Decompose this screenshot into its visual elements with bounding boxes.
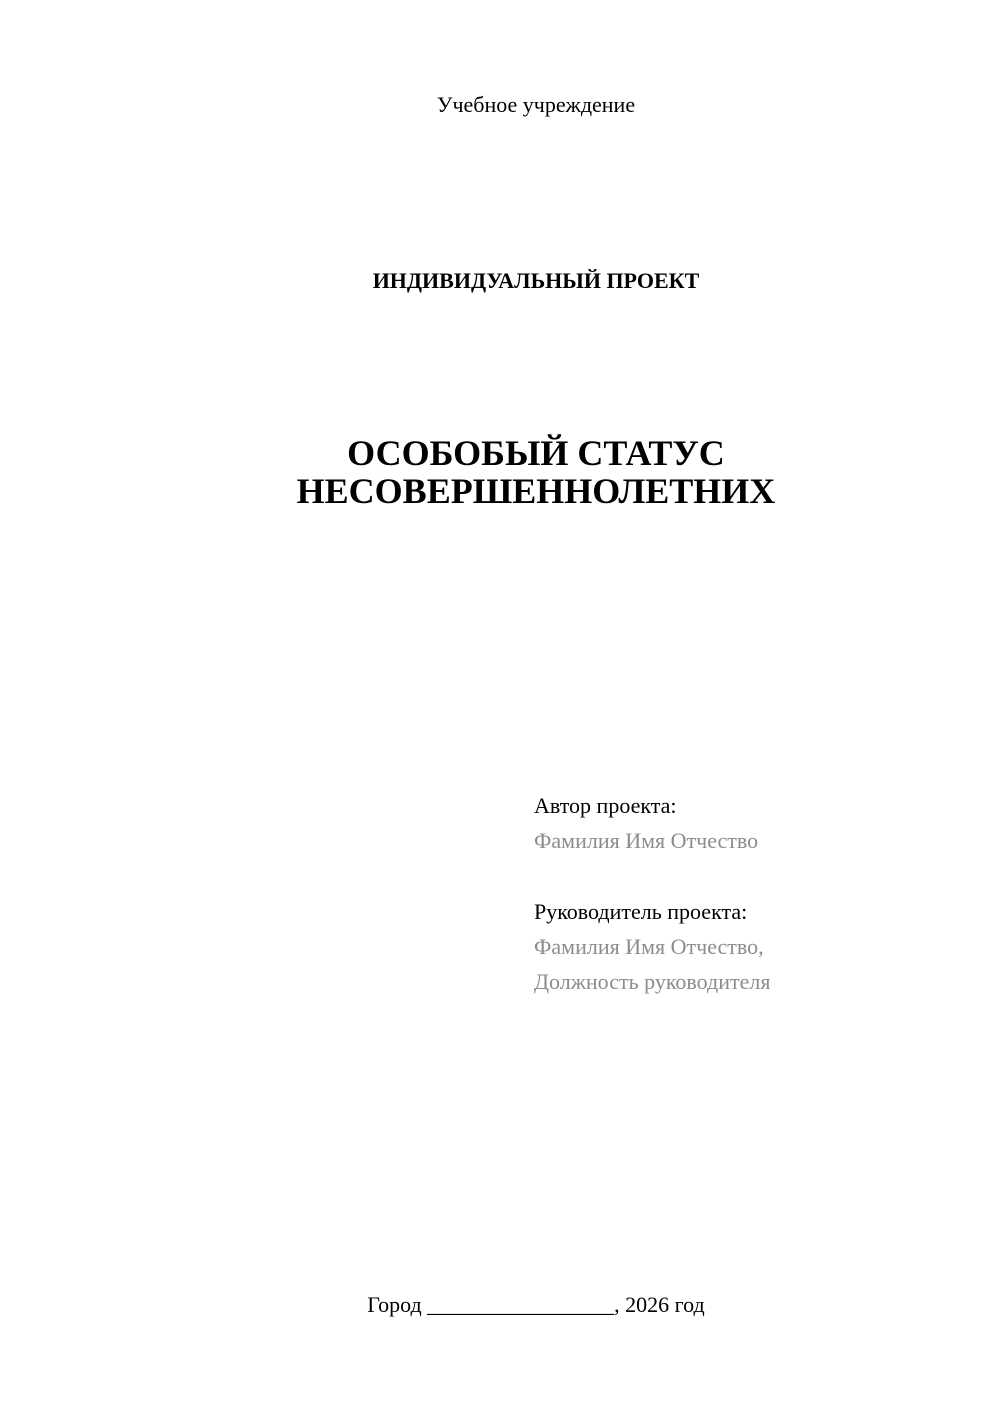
- credits-spacer: [534, 858, 974, 894]
- document-title-line-2: НЕСОВЕРШЕННОЛЕТНИХ: [296, 471, 776, 511]
- document-type: ИНДИВИДУАЛЬНЫЙ ПРОЕКТ: [372, 268, 700, 293]
- supervisor-name: Фамилия Имя Отчество,: [534, 934, 764, 959]
- document-title: [0, 434, 1000, 510]
- supervisor-label: Руководитель проекта:: [534, 899, 748, 924]
- institution-name: Учебное учреждение: [436, 92, 636, 117]
- author-name: Фамилия Имя Отчество: [534, 828, 759, 853]
- credits-block: [534, 788, 974, 999]
- document-title-line-1: ОСОБОБЫЙ СТАТУС: [347, 433, 725, 473]
- city-year-line: Город _________________, 2026 год: [367, 1292, 705, 1317]
- supervisor-position: Должность руководителя: [534, 969, 771, 994]
- author-label: Автор проекта:: [534, 793, 677, 818]
